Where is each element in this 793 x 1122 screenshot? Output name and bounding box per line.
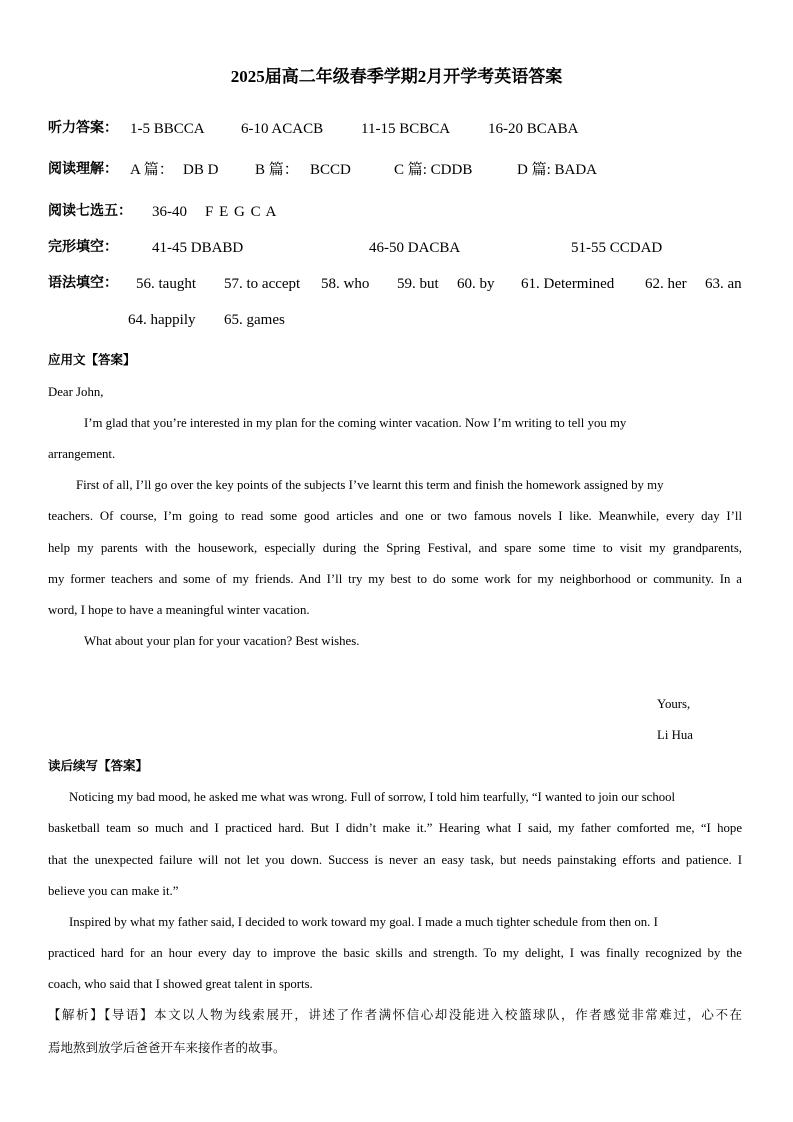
listening-row (48, 118, 118, 138)
letter-heading: 应用文【答案】 (48, 352, 136, 367)
page-title: 2025届高二年级春季学期2月开学考英语答案 (230, 67, 563, 86)
seven-five-range: 36-40 (152, 204, 187, 220)
letter-line: I’m glad that you’re interested in my plan for the coming winter vacation. Now I’m writing to tell you my (84, 416, 627, 430)
continuation-heading: 读后续写【答案】 (48, 758, 149, 773)
reading-a-answer: DB D (183, 162, 219, 178)
reading-a-label: A 篇： (130, 162, 174, 178)
reading-label: 阅读理解： (48, 161, 118, 177)
letter-line: help my parents with the housework, especially during the Spring Festival, and spare some time to visit my grandparents, (48, 541, 742, 555)
grammar-item: 60. by (457, 276, 495, 292)
grammar-item: 58. who (321, 276, 370, 292)
seven-five-answer: F E G C A (205, 204, 277, 220)
reading-c: C 篇: CDDB (394, 162, 473, 178)
continuation-line: basketball team so much and I practiced hard. But I didn’t make it.” Hearing what I said, my father comforted me, “I hope (48, 821, 742, 835)
reading-d: D 篇: BADA (517, 162, 598, 178)
cloze-group-2: 46-50 DACBA (369, 240, 461, 256)
listening-group-4: 16-20 BCABA (488, 121, 579, 137)
letter-line: What about your plan for your vacation? Best wishes. (84, 634, 360, 648)
listening-group-3: 11-15 BCBCA (361, 121, 451, 137)
letter-closing: Yours, (657, 697, 691, 711)
listening-group-2: 6-10 ACACB (241, 121, 324, 137)
grammar-item: 57. to accept (224, 276, 301, 292)
letter-line: my former teachers and some of my friends. And I’ll try my best to do some work for my neighborhood or community. In a (48, 572, 742, 586)
letter-line: First of all, I’ll go over the key points of the subjects I’ve learnt this term and finish the homework assigned by my (76, 478, 664, 492)
analysis-line: 焉地熬到放学后爸爸开车来接作者的故事。 (48, 1040, 286, 1055)
continuation-line: that the unexpected failure will not let you down. Success is never an easy task, but needs painstaking efforts and patience. I (48, 853, 742, 867)
analysis-line: 【解析】【导语】本文以人物为线索展开，讲述了作者满怀信心却没能进入校篮球队，作者感觉非常难过，心不在 (48, 1007, 742, 1022)
continuation-line: Inspired by what my father said, I decided to work toward my goal. I made a much tighter schedule from then on. I (69, 915, 658, 929)
reading-b-label: B 篇： (255, 162, 299, 178)
reading-b-answer: BCCD (310, 162, 351, 178)
grammar-item: 63. an (705, 276, 742, 292)
continuation-line: believe you can make it.” (48, 884, 179, 898)
letter-line: arrangement. (48, 447, 116, 461)
cloze-group-1: 41-45 DBABD (152, 240, 244, 256)
grammar-item: 61. Determined (521, 276, 615, 292)
grammar-item: 64. happily (128, 312, 196, 328)
continuation-line: Noticing my bad mood, he asked me what was wrong. Full of sorrow, I told him tearfully, “I wanted to join our school (69, 790, 676, 804)
cloze-group-3: 51-55 CCDAD (571, 240, 663, 256)
grammar-item: 59. but (397, 276, 439, 292)
grammar-item: 62. her (645, 276, 687, 292)
listening-group-1: 1-5 BBCCA (130, 121, 205, 137)
letter-signature: Li Hua (657, 728, 693, 742)
letter-line: word, I hope to have a meaningful winter vacation. (48, 603, 310, 617)
grammar-item: 56. taught (136, 276, 196, 292)
continuation-line: coach, who said that I showed great talent in sports. (48, 977, 313, 991)
continuation-line: practiced hard for an hour every day to improve the basic skills and strength. To my delight, I was finally recognized by the (48, 946, 742, 960)
seven-five-label: 阅读七选五： (48, 203, 132, 219)
letter-line: teachers. Of course, I’m going to read some good articles and one or two famous novels I like. Meanwhile, every day I’ll (48, 509, 742, 523)
cloze-label: 完形填空： (48, 239, 118, 255)
grammar-label: 语法填空： (48, 275, 118, 291)
listening-label: 听力答案： (48, 120, 118, 136)
grammar-item: 65. games (224, 312, 285, 328)
letter-salutation: Dear John, (48, 385, 104, 399)
